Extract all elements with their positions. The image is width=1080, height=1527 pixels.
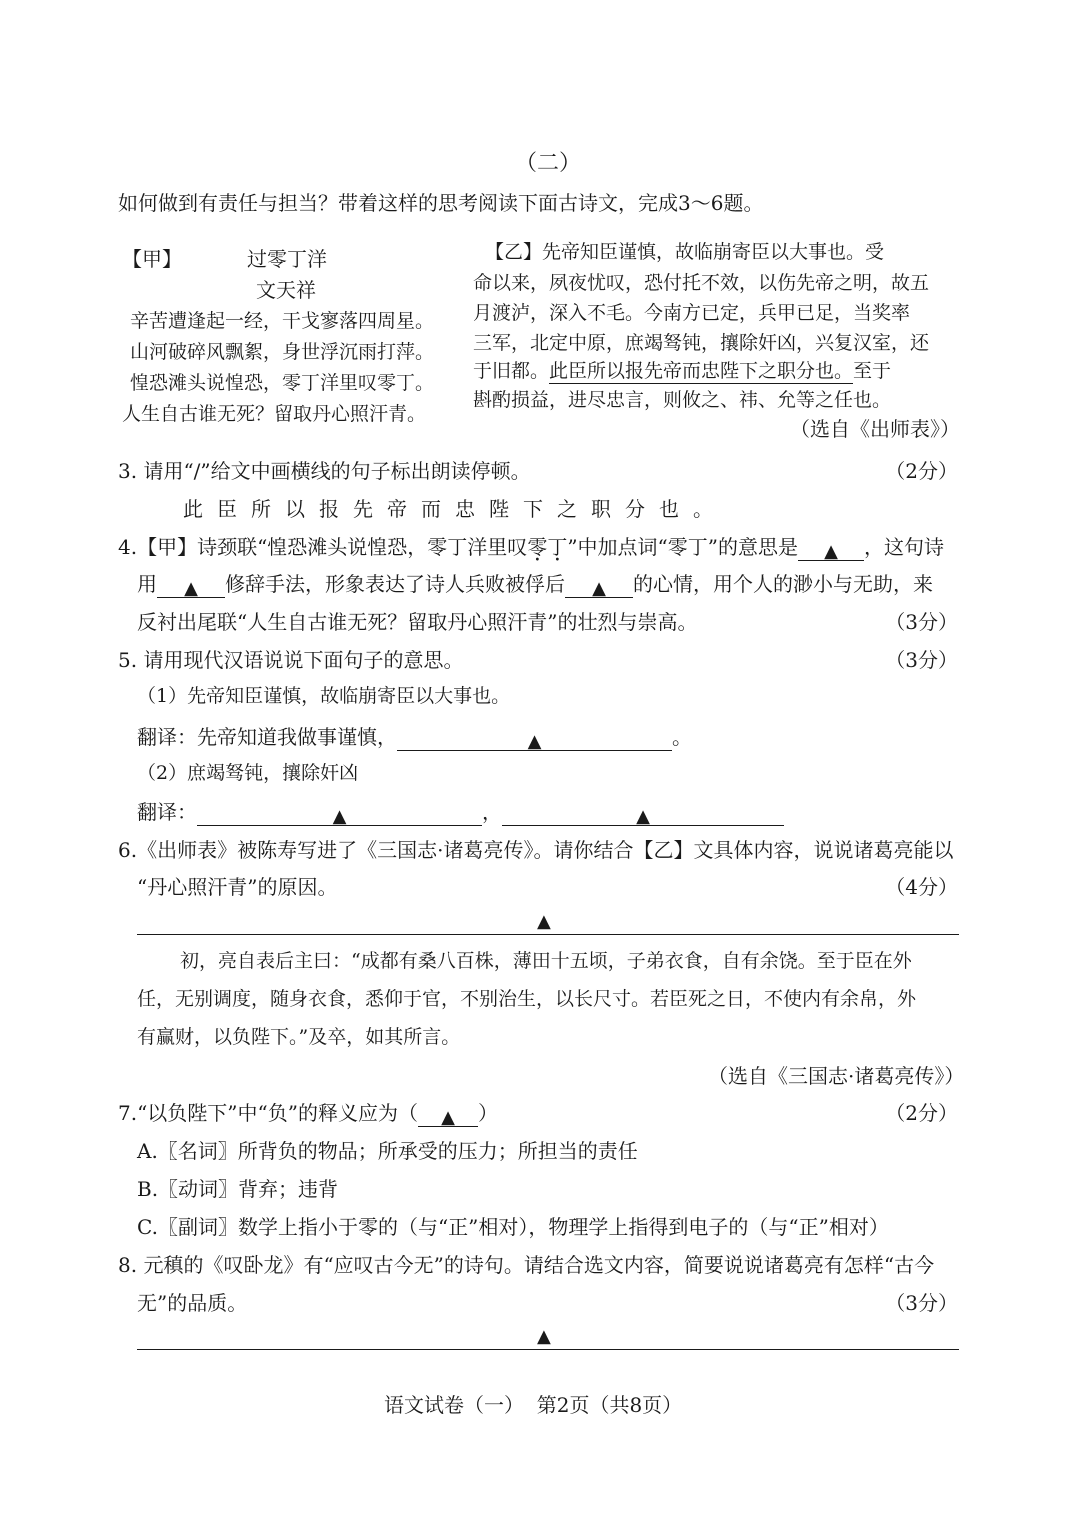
q3-score: （2分） <box>885 459 958 483</box>
answer-marker: ▲ <box>636 806 650 827</box>
prose-line: 月渡泸，深入不毛。今南方已定，兵甲已足，当奖率 <box>473 302 911 324</box>
prose-segment: 至于 <box>853 360 892 382</box>
poem-author: 文天祥 <box>256 278 316 302</box>
q6-answer-line[interactable] <box>137 934 959 935</box>
prose-source: （选自《出师表》） <box>790 417 960 441</box>
prose-line: 三军，北定中原，庶竭驽钝，攘除奸凶，兴复汉室，还 <box>473 332 930 354</box>
dotted-char: 丁 <box>547 535 568 559</box>
q5-item2: （2）庶竭驽钝，攘除奸凶 <box>137 762 359 784</box>
q6-line2: “丹心照汗青”的原因。 <box>137 875 338 899</box>
q8-answer-line[interactable] <box>137 1349 959 1350</box>
q5-item1: （1）先帝知臣谨慎，故临崩寄臣以大事也。 <box>137 685 511 707</box>
q4-line1: 4.【甲】诗颈联“惶恐滩头说惶恐，零丁洋里叹零丁”中加点词“零丁”的意思是 ▲ ，这句诗 <box>118 535 944 562</box>
prose-line: 命以来，夙夜忧叹，恐付托不效，以伤先帝之明，故五 <box>473 272 930 294</box>
answer-marker: ▲ <box>537 1326 551 1347</box>
q4-line2: 用 ▲ 修辞手法，形象表达了诗人兵败被俘后 ▲ 的心情，用个人的渺小与无助，来 <box>137 572 933 599</box>
q7-score: （2分） <box>885 1101 958 1125</box>
q7-text: 7.“以负陛下”中“负”的释义应为（ ▲ ） <box>118 1101 498 1128</box>
poem-title: 过零丁洋 <box>247 247 327 271</box>
q5-score: （3分） <box>885 648 958 672</box>
q5-text: 5. 请用现代汉语说说下面句子的意思。 <box>118 648 464 672</box>
page-footer: 语文试卷（一） 第2页（共8页） <box>384 1393 683 1417</box>
q4-line3: 反衬出尾联“人生自古谁无死？留取丹心照汗青”的壮烈与崇高。 <box>137 610 698 634</box>
answer-marker: ▲ <box>441 1107 455 1128</box>
prose-line <box>473 358 891 385</box>
underlined-sentence: 此臣所以报先帝而忠陛下之职分也。 <box>549 360 854 382</box>
passage-line: 有赢财，以负陛下。”及卒，如其所言。 <box>137 1026 461 1048</box>
section-title: （二） <box>515 151 582 176</box>
q7-blank[interactable] <box>418 1102 478 1127</box>
prose-segment: 于旧都。 <box>473 360 550 382</box>
poem-line: 人生自古谁无死？留取丹心照汗青。 <box>122 403 427 425</box>
q4-blank-2[interactable] <box>157 573 225 598</box>
q7-option: C.〖副词〗数学上指小于零的（与“正”相对），物理学上指得到电子的（与“正”相对） <box>137 1215 889 1239</box>
q5-trans1: 翻译：先帝知道我做事谨慎， ▲ 。 <box>137 725 692 752</box>
q4-blank-3[interactable] <box>565 573 633 598</box>
answer-marker: ▲ <box>592 578 606 599</box>
answer-marker: ▲ <box>184 578 198 599</box>
q4-score: （3分） <box>885 610 958 634</box>
q5-blank-1[interactable] <box>397 726 672 751</box>
answer-marker: ▲ <box>527 731 542 752</box>
q6-line1: 6.《出师表》被陈寿写进了《三国志·诸葛亮传》。请你结合【乙】文具体内容，说说诸葛亮能以 <box>118 838 954 862</box>
answer-marker: ▲ <box>824 541 838 562</box>
poem-tag: 【甲】 <box>122 247 182 271</box>
q7-option: A.〖名词〗所背负的物品；所承受的压力；所担当的责任 <box>137 1139 638 1163</box>
q8-line1: 8. 元稹的《叹卧龙》有“应叹古今无”的诗句。请结合选文内容，简要说说诸葛亮有怎样“古今 <box>118 1253 935 1277</box>
passage-source: （选自《三国志·诸葛亮传》） <box>708 1064 965 1088</box>
poem-line: 辛苦遭逢起一经，干戈寥落四周星。 <box>130 310 435 332</box>
passage-line: 初，亮自表后主曰：“成都有桑八百株，薄田十五顷，子弟衣食，自有余饶。至于臣在外 <box>180 950 912 972</box>
answer-marker: ▲ <box>537 911 551 932</box>
q5-blank-2[interactable] <box>197 801 482 826</box>
q5-trans2: 翻译： ▲ ， ▲ <box>137 798 784 826</box>
poem-line: 惶恐滩头说惶恐，零丁洋里叹零丁。 <box>130 372 435 394</box>
prose-line: 【乙】先帝知臣谨慎，故临崩寄臣以大事也。受 <box>485 241 885 263</box>
q3-text: 3. 请用“/”给文中画横线的句子标出朗读停顿。 <box>118 459 531 483</box>
q6-score: （4分） <box>885 875 958 899</box>
q8-line2: 无”的品质。 <box>137 1291 248 1315</box>
passage-line: 任，无别调度，随身衣食，悉仰于官，不别治生，以长尺寸。若臣死之日，不使内有余帛，外 <box>137 988 917 1010</box>
poem-line: 山河破碎风飘絮，身世浮沉雨打萍。 <box>130 341 435 363</box>
q8-score: （3分） <box>885 1291 958 1315</box>
q5-blank-3[interactable] <box>502 801 784 826</box>
prose-line: 斟酌损益，进尽忠言，则攸之、祎、允等之任也。 <box>473 389 892 411</box>
q7-option: B.〖动词〗背弃；违背 <box>137 1177 339 1201</box>
dotted-char: 零 <box>527 535 548 559</box>
q3-sentence: 此臣所以报先帝而忠陛下之职分也。 <box>183 497 727 521</box>
q4-blank-1[interactable] <box>798 536 864 561</box>
answer-marker: ▲ <box>332 806 347 827</box>
intro-text: 如何做到有责任与担当？带着这样的思考阅读下面古诗文，完成3～6题。 <box>118 191 764 215</box>
